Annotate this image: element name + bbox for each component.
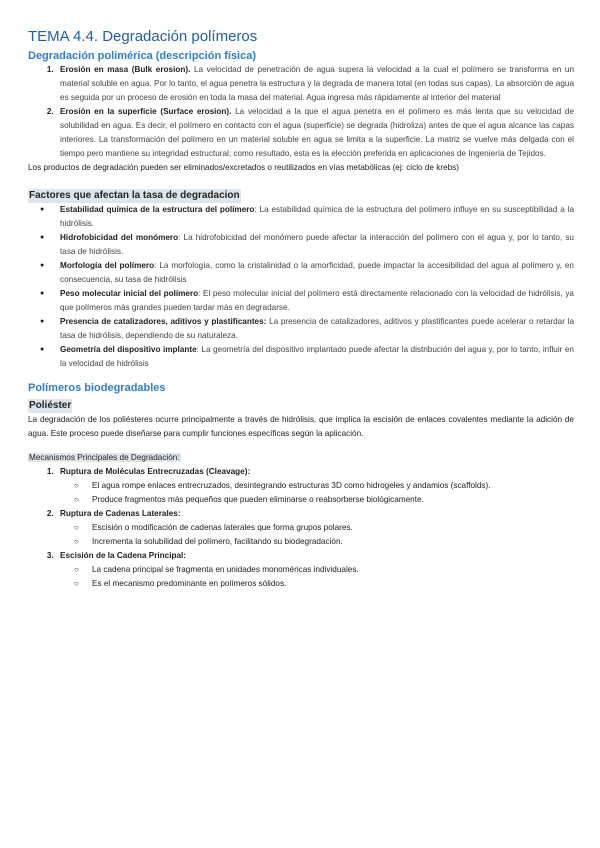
- list-item-term: Estabilidad química de la estructura del polímero: [60, 205, 255, 214]
- subheading-polyester: Poliéster: [29, 400, 72, 411]
- list-item: [56, 465, 574, 507]
- factors-list: [28, 203, 574, 371]
- polyester-intro: La degradación de los poliésteres ocurre principalmente a través de hidrólisis, que implica la escisión de enlaces covalentes mediante la adición de agua. Este proceso puede diseñarse para cumplir funciones específicas según la aplicación.: [28, 415, 574, 438]
- section-heading-factors: Factores que afectan la tasa de degradacion: [29, 190, 240, 201]
- sub-list-item: ○ La cadena principal se fragmenta en unidades monoméricas individuales.: [90, 563, 574, 577]
- mechanisms-list: [28, 465, 574, 591]
- list-item: [56, 259, 574, 287]
- sub-list: [60, 479, 574, 507]
- list-item: [56, 105, 574, 161]
- list-item: [56, 231, 574, 259]
- list-item-text: : La geometría del dispositivo implantado puede afectar la distribución del agua y, por lo tanto, influir en la velocidad de hidrólisis: [60, 345, 574, 368]
- sub-list: [60, 521, 574, 549]
- sub-list-item: ○ Produce fragmentos más pequeños que pueden eliminarse o reabsorberse biológicamente.: [90, 493, 574, 507]
- list-item-text: La velocidad de penetración de agua supera la velocidad a la cual el polímero se transforma en un material soluble en agua. Por lo tanto, el agua penetra la estructura y la degrada de manera total (en todas sus capas). La absorción de agua es seguida por un proceso de erosión en toda la masa del material. Agua ingresa más rápidamente al interior del material: [60, 65, 575, 102]
- list-item: [56, 287, 574, 315]
- list-item-term: Erosión en masa (Bulk erosion).: [60, 65, 191, 74]
- list-item-text: La presencia de catalizadores, aditivos y plastificantes puede acelerar o retardar la tasa de hidrólisis, dependiendo de su naturaleza.: [60, 317, 574, 340]
- list-item-text: : La hidrofobicidad del monómero puede afectar la interacción del polímero con el agua y, por lo tanto, su tasa de hidrólisis.: [60, 233, 574, 256]
- list-item-term: Ruptura de Cadenas Laterales:: [60, 509, 181, 518]
- list-item-term: Geometría del dispositivo implante: [60, 345, 197, 354]
- list-item-term: Hidrofobicidad del monómero: [60, 233, 179, 242]
- list-item: [56, 315, 574, 343]
- list-item-term: Presencia de catalizadores, aditivos y plastificantes:: [60, 317, 267, 326]
- sub-list: [60, 563, 574, 591]
- list-item-term: Ruptura de Moléculas Entrecruzadas (Cleavage):: [60, 467, 251, 476]
- list-item-text: : El peso molecular inicial del polímero está directamente relacionado con la velocidad de hidrólisis, ya que polímeros más grandes pueden tardar más en degradarse.: [60, 289, 574, 312]
- list-item-text: : La morfología, como la cristalinidad o la amorficidad, puede impactar la accesibilidad del agua al polímero y, en consecuencia, su tasa de hidrólisis: [60, 261, 574, 284]
- sub-list-item: ○ El agua rompe enlaces entrecruzados, desintegrando estructuras 3D como hidrogeles y andamios (scaffolds).: [90, 479, 574, 493]
- list-item-term: Erosión en la superficie (Surface erosion).: [60, 107, 232, 116]
- mechanisms-label: Mecanismos Principales de Degradación:: [29, 453, 180, 462]
- list-item: [56, 343, 574, 371]
- list-item: [56, 507, 574, 549]
- list-item-text: La velocidad a la que el agua penetra en el polímero es más lenta que su velocidad de solubilidad en agua. Es decir, el polímero en contacto con el agua (superficie) se degrada (hidroliza) antes de que el agua alcance las capas interiores. La transformación del polímero en un material soluble en agua se limita a la superficie. La matriz se vuelve más delgada con el tiempo pero mantiene su integridad estructural; como resultado, esta es la elección preferida en aplicaciones de Ingeniería de Tejidos.: [60, 107, 574, 158]
- list-item-term: Morfología del polímero: [60, 261, 155, 270]
- list-item-term: Peso molecular inicial del polímero: [60, 289, 199, 298]
- degradation-products-note: Los productos de degradación pueden ser eliminados/excretados o reutilizados en vías metabólicas (ej: ciclo de krebs): [28, 163, 459, 172]
- sub-list-item: ○ Es el mecanismo predominante en polímeros sólidos.: [90, 577, 574, 591]
- section-heading-biodegradable-polymers: Polímeros biodegradables: [28, 382, 166, 394]
- erosion-list: [28, 63, 574, 161]
- page-title: TEMA 4.4. Degradación polímeros: [28, 28, 258, 45]
- list-item: [56, 549, 574, 591]
- section-heading-physical-degradation: Degradación polimérica (descripción física): [28, 50, 257, 62]
- list-item: [56, 63, 574, 105]
- sub-list-item: ○ Escisión o modificación de cadenas laterales que forma grupos polares.: [90, 521, 574, 535]
- list-item-text: : La estabilidad química de la estructura del polímero influye en su susceptibilidad a la hidrólisis.: [60, 205, 574, 228]
- sub-list-item: ○ Incrementa la solubilidad del polímero, facilitando su biodegradación.: [90, 535, 574, 549]
- document-page: [28, 29, 574, 591]
- list-item: [56, 203, 574, 231]
- list-item-term: Escisión de la Cadena Principal:: [60, 551, 187, 560]
